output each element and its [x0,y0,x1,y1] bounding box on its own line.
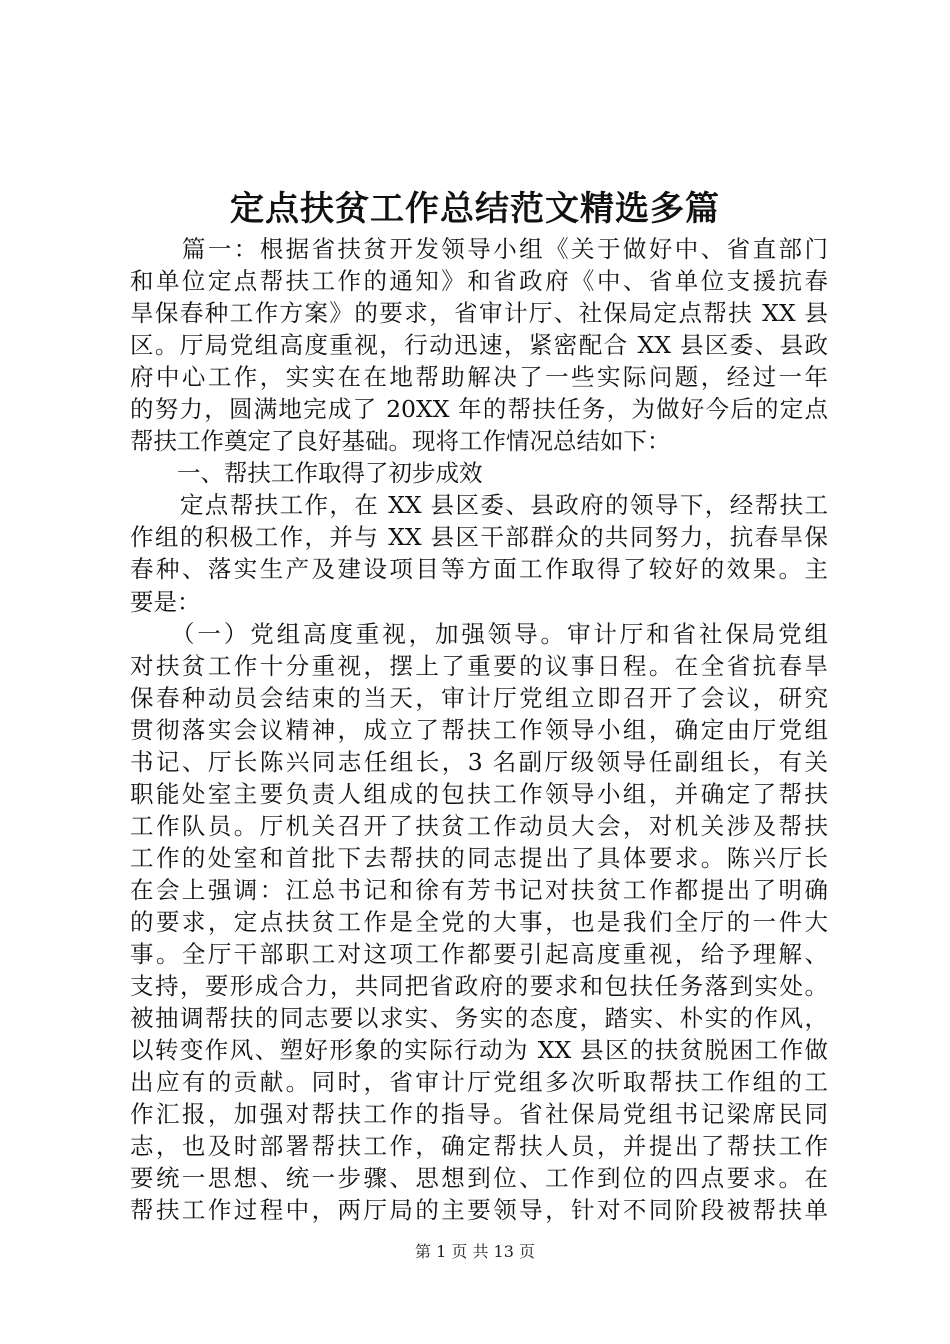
document-title: 定点扶贫工作总结范文精选多篇 [230,189,720,229]
body-text-line: 志，也及时部署帮扶工作，确定帮扶人员，并提出了帮扶工作 [130,1132,828,1161]
body-text-line: 书记、厅长陈兴同志任组长，3 名副厅级领导任副组长，有关 [130,747,828,776]
body-text-line: 篇一：根据省扶贫开发领导小组《关于做好中、省直部门 [130,235,828,263]
body-text-line: 定点帮扶工作，在 XX 县区委、县政府的领导下，经帮扶工 [130,491,828,520]
body-text-line: 的努力，圆满地完成了 20XX 年的帮扶任务，为做好今后的定点 [130,395,828,424]
body-text-line: 帮扶工作过程中，两厅局的主要领导，针对不同阶段被帮扶单 [130,1196,828,1225]
body-text-line: 一、帮扶工作取得了初步成效 [130,459,483,488]
body-text-line: 春种、落实生产及建设项目等方面工作取得了较好的效果。主 [130,555,828,584]
body-text-line: 出应有的贡献。同时，省审计厅党组多次听取帮扶工作组的工 [130,1068,828,1097]
body-text-line: 要是： [130,587,201,616]
body-text-line: 旱保春种工作方案》的要求，省审计厅、社保局定点帮扶 XX 县 [130,299,828,328]
page-footer: 第 1 页 共 13 页 [415,1242,535,1261]
body-text-line: 帮扶工作奠定了良好基础。现将工作情况总结如下： [130,427,671,456]
body-text-line: 贯彻落实会议精神，成立了帮扶工作领导小组，确定由厅党组 [130,715,828,744]
body-text-line: 支持，要形成合力，共同把省政府的要求和包扶任务落到实处。 [130,972,828,1001]
body-text-line: 府中心工作，实实在在地帮助解决了一些实际问题，经过一年 [130,363,828,392]
body-text-line: 以转变作风、塑好形象的实际行动为 XX 县区的扶贫脱困工作做 [130,1036,828,1065]
body-text-line: 事。全厅干部职工对这项工作都要引起高度重视，给予理解、 [130,940,828,969]
body-text-line: 对扶贫工作十分重视，摆上了重要的议事日程。在全省抗春旱 [130,651,828,680]
body-text-line: 和单位定点帮扶工作的通知》和省政府《中、省单位支援抗春 [130,267,828,296]
body-text-line: 作组的积极工作，并与 XX 县区干部群众的共同努力，抗春旱保 [130,523,828,552]
body-text-line: 在会上强调：江总书记和徐有芳书记对扶贫工作都提出了明确 [130,875,828,904]
body-text-line: 的要求，定点扶贫工作是全党的大事，也是我们全厅的一件大 [130,907,828,936]
body-text-line: 作汇报，加强对帮扶工作的指导。省社保局党组书记梁席民同 [130,1100,828,1129]
body-text-line: 区。厅局党组高度重视，行动迅速，紧密配合 XX 县区委、县政 [130,331,828,360]
body-text-line: 工作队员。厅机关召开了扶贫工作动员大会，对机关涉及帮扶 [130,811,828,840]
body-text-line: （一）党组高度重视，加强领导。审计厅和省社保局党组 [130,619,828,648]
document-body [130,233,828,1226]
body-text-line: 保春种动员会结束的当天，审计厅党组立即召开了会议，研究 [130,683,828,712]
body-text-line: 被抽调帮扶的同志要以求实、务实的态度，踏实、朴实的作风， [130,1004,828,1033]
body-text-line: 要统一思想、统一步骤、思想到位、工作到位的四点要求。在 [130,1164,828,1193]
body-text-line: 职能处室主要负责人组成的包扶工作领导小组，并确定了帮扶 [130,779,828,808]
body-text-line: 工作的处室和首批下去帮扶的同志提出了具体要求。陈兴厅长 [130,843,828,872]
